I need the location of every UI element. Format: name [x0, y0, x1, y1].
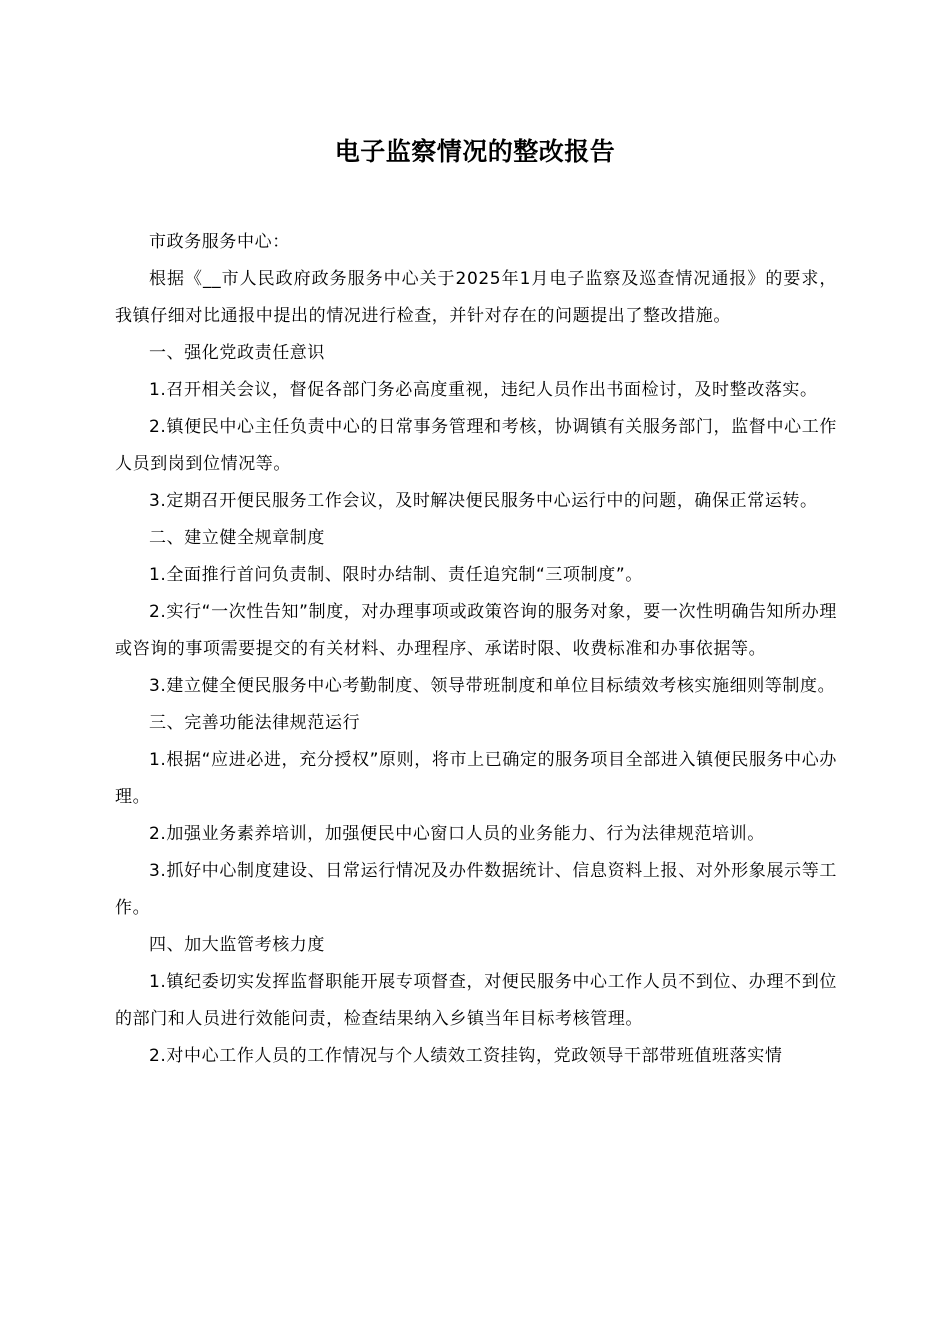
- paragraph: 1.镇纪委切实发挥监督职能开展专项督查，对便民服务中心工作人员不到位、办理不到位的部门和人员进行效能问责，检查结果纳入乡镇当年目标考核管理。: [115, 972, 837, 1029]
- paragraph: 3.抓好中心制度建设、日常运行情况及办件数据统计、信息资料上报、对外形象展示等工作。: [115, 861, 837, 918]
- paragraph: 1.全面推行首问负责制、限时办结制、责任追究制“三项制度”。: [149, 565, 643, 585]
- paragraph: 3.建立健全便民服务中心考勤制度、领导带班制度和单位目标绩效考核实施细则等制度。: [149, 676, 836, 696]
- paragraph: 1.根据“应进必进，充分授权”原则，将市上已确定的服务项目全部进入镇便民服务中心办理。: [115, 750, 837, 807]
- paragraph: 2.对中心工作人员的工作情况与个人绩效工资挂钩，党政领导干部带班值班落实情: [149, 1046, 783, 1066]
- salutation: 市政务服务中心：: [149, 232, 290, 252]
- paragraph: 2.实行“一次性告知”制度，对办理事项或政策咨询的服务对象，要一次性明确告知所办理或咨询的事项需要提交的有关材料、办理程序、承诺时限、收费标准和办事依据等。: [115, 602, 837, 659]
- section-heading-1: 一、强化党政责任意识: [149, 343, 325, 363]
- intro-paragraph: 根据《__市人民政府政务服务中心关于2025年1月电子监察及巡查情况通报》的要求，我镇仔细对比通报中提出的情况进行检查，并针对存在的问题提出了整改措施。: [115, 269, 837, 326]
- document-title: 电子监察情况的整改报告: [334, 137, 616, 166]
- paragraph: 3.定期召开便民服务工作会议，及时解决便民服务中心运行中的问题，确保正常运转。: [149, 491, 818, 511]
- section-heading-4: 四、加大监管考核力度: [149, 935, 325, 955]
- document-body: [115, 224, 837, 1075]
- paragraph: 2.镇便民中心主任负责中心的日常事务管理和考核，协调镇有关服务部门，监督中心工作人员到岗到位情况等。: [115, 417, 837, 474]
- paragraph: 2.加强业务素养培训，加强便民中心窗口人员的业务能力、行为法律规范培训。: [149, 824, 765, 844]
- paragraph: 1.召开相关会议，督促各部门务必高度重视，违纪人员作出书面检讨，及时整改落实。: [149, 380, 818, 400]
- section-heading-3: 三、完善功能法律规范运行: [149, 713, 361, 733]
- section-heading-2: 二、建立健全规章制度: [149, 528, 325, 548]
